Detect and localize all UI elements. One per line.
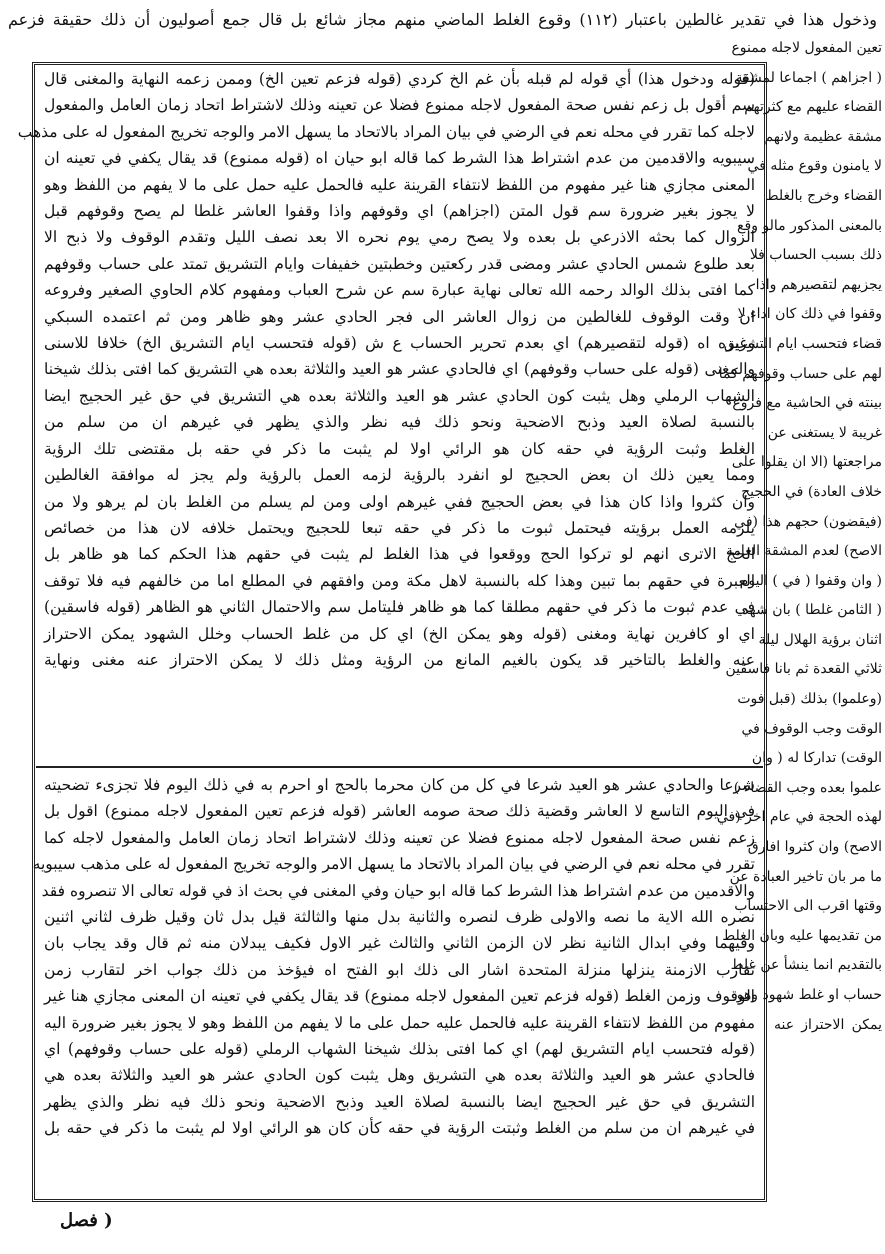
- margin-line: وقفوا في ذلك كان اداء لا: [737, 306, 882, 323]
- text-line: والمغنى (قوله على حساب وقوفهم) اي فالحادي عشر هو العيد والثلاثة بعده هي التشريق كما افتى بذلك شيخنا: [44, 360, 755, 379]
- margin-line: علموا بعده وجب القضاء ): [733, 779, 882, 796]
- margin-line: قضاء فتحسب ايام التشريق: [723, 335, 882, 352]
- text-line: المعنى مجازي هنا غير مفهوم من اللفظ لانتفاء القرينة عليه فالحمل عليه حمل على ما لا يفهم من اللفظ وهو: [44, 175, 755, 194]
- margin-line: بالتقديم انما ينشأ عن غلط: [730, 957, 882, 974]
- margin-line: لهذه الحجة في عام اخر (في: [716, 809, 882, 826]
- text-line: في غيرهم ان من سلم من الغلط وثبتت الرؤية في حقه كأن كان هو الرائي اولا لم يثبت ما ذكر في حقه بل: [44, 1119, 755, 1138]
- margin-line: يمكن الاحتراز عنه: [774, 1016, 882, 1033]
- margin-line: (وعلموا) بذلك (قبل فوت: [737, 691, 882, 708]
- text-line: بعد طلوع شمس الحادي عشر ومضى قدر ركعتين وخطبتين خفيفات وايام التشريق تمتد على حساب وقوفهم: [44, 254, 755, 273]
- margin-line: مراجعتها (الا ان يقلوا على: [731, 454, 882, 471]
- margin-line: الاصح) وان كثروا افارق: [747, 839, 882, 856]
- margin-line: الوقت) تداركا له ( وان: [751, 750, 882, 767]
- text-line: يلزمه العمل برؤيته فيحتمل ثبوت ما ذكر في حقه تبعا للحجيج ويحتمل خلافه لان هذا من خصائص: [44, 518, 755, 537]
- margin-line: القضاء عليهم مع كثرتهم: [744, 99, 882, 116]
- margin-line: الاصح) لعدم المشقة العامة: [725, 543, 882, 560]
- margin-line: بالمعنى المذكور مالو وقع: [737, 217, 882, 234]
- margin-text-column: [716, 34, 882, 1214]
- margin-line: ذلك بسبب الحساب فلا: [749, 247, 882, 264]
- text-line: ان وقت الوقوف للغالطين من زوال العاشر الى فجر الحادي عشر وهو ظاهر ومن ثم اعتمده السبكي: [44, 307, 755, 326]
- margin-line: ( اجزاهم ) اجماعا لمشقة: [735, 69, 882, 86]
- margin-line: القضاء وخرج بالغلط: [765, 187, 882, 204]
- margin-line: مشقة عظيمة ولانهم: [764, 128, 882, 145]
- margin-line: حساب او غلط شهود وهو: [736, 987, 882, 1003]
- text-line: التشريق في حق غير الحجيج ايضا بالنسبة لصلاة العيد وذبح الاضحية ونحو ذلك فيه نظر والذي يظهر: [44, 1092, 755, 1111]
- text-line: فالحادي عشر هو العيد والثلاثة بعده هي التشريق وهل يثبت كون الحادي عشر هو العيد والثلاثة بعده هي: [44, 1066, 755, 1085]
- text-line: كما افتى بذلك الوالد رحمه الله تعالى نهاية عبارة سم عن شرح العباب ومفهوم كلام الحاوي الصغير وفروعه: [44, 281, 755, 300]
- commentary-top-block: [17, 66, 763, 768]
- text-line: وفيهما وفي ابدال الثانية نظر لان الزمن الثاني والثالث غير الاول فكيف يبدلان منه ثم قال وقد يجاب بان: [44, 934, 755, 953]
- text-line: الوقوف وزمن الغلط (قوله فزعم تعين المفعول لاجله ممنوع) قد يقال يكفي في تعينه ان المعنى مجازي هنا غير: [44, 987, 755, 1006]
- margin-line: ثلاثي القعدة ثم بانا فاسقين: [725, 661, 882, 678]
- text-line: زعم نفس صحة المفعول لاجله ممنوع فضلا عن تعينه وذلك لاشتراط اتحاد زمان العامل والمفعول لاجله كما: [44, 828, 755, 847]
- margin-line: اثنان برؤية الهلال ليلة: [758, 631, 882, 648]
- text-line: الغلط وثبت الرؤية في حقه كان هو الرائي اولا لم يثبت ما ذكر في حقه بل مقتضى تلك الرؤية: [44, 439, 755, 458]
- margin-line: بينته في الحاشية مع فروع: [732, 395, 882, 412]
- margin-line: ( وان وقفوا ( في ) اليوم: [739, 572, 882, 589]
- margin-line: وقتها اقرب الى الاحتساب: [734, 898, 882, 915]
- catchword-footer: ( فصل: [60, 1210, 113, 1231]
- text-line: الزوال كما بحثه الاذرعي بل بعده ولا يصح رمي يوم نحره الا بعد نصف الليل وتقدم الوقوف ولا ذبح الا: [44, 228, 755, 247]
- text-line: الشهاب الرملي وهل يثبت كون الحادي عشر هو العيد والثلاثة بعده هي التشريق في حق غير الحجيج ايضا: [44, 386, 755, 405]
- text-line: سيبويه والاقدمين من عدم اشتراط هذا الشرط كما قاله ابو حيان اه (قوله ممنوع) قد يقال يكفي في تعينه ان: [44, 149, 755, 168]
- text-line: (قوله فتحسب ايام التشريق لهم) اي كما افتى بذلك شيخنا الشهاب الرملي (قوله على حساب وقوفهم) اي: [44, 1040, 755, 1059]
- text-line: (قوله ودخول هذا) أي قوله لم قبله بأن غم الخ كردي (قوله فزعم تعين الخ) وممن زعمه النهاية والمغنى قال: [44, 70, 755, 88]
- text-line: لا يجوز بغير ضرورة سم قول المتن (اجزاهم) اي وقوفهم واذا وقفوا العاشر غلطا لم يصح وقوفهم قبل: [44, 202, 755, 221]
- running-header: وذخول هذا في تقدير غالطين باعتبار (١١٢) وقوع الغلط الماضي منهم مجاز شائع بل قال جمع أصوليون أن ذلك حقيقة فزعم: [8, 10, 878, 29]
- text-line: شرعا والحادي عشر هو العيد شرعا في كل من كان محرما بالحج او احرم به في ذلك اليوم فلا تجزىء تضحيته: [44, 776, 755, 794]
- margin-line: تعين المفعول لاجله ممنوع: [731, 40, 882, 56]
- text-line: مفهوم من اللفظ لانتفاء القرينة عليه فالحمل عليه حمل على ما لا يفهم من اللفظ وهو لا يجوز بغير ضرورة اليه: [44, 1013, 755, 1032]
- text-line: وان كثروا واذا كان هذا في بعض الحجيج ففي غيرهم اولى ومن لم يسلم من الغلط بان لم يرهو ولا من: [44, 492, 755, 511]
- margin-line: ( الثامن غلطا ) بان شهد: [742, 602, 882, 619]
- text-line: العبرة في حقهم بما تبين وهذا كله بالنسبة لاهل مكة ومن وافقهم في المطلع اما من خالفهم فيه فلا توقف: [44, 571, 755, 590]
- margin-line: من تقديمها عليه وبان الغلط: [722, 927, 882, 944]
- text-line: في عدم ثبوت ما ذكر في حقهم مطلقا كما هو ظاهر فليتامل سم والاحتمال الثاني هو الظاهر (قوله فاسقين): [44, 598, 755, 617]
- margin-line: لهم على حساب وقوفهم كما: [718, 365, 882, 382]
- text-line: عنه والغلط بالتاخير قد يكون بالغيم المانع من الرؤية ومثل ذلك لا يمكن الاحتراز عنه مغنى ونهاية: [44, 650, 755, 669]
- text-line: الحج الاترى انهم لو تركوا الحج ووقعوا في هذا الغلط لم يثبت في حقهم هذا الحكم كما هو ظاهر بل: [44, 545, 755, 564]
- text-line: وغيره اه (قوله لتقصيرهم) اي بعدم تحرير الحساب ع ش (قوله فتحسب ايام التشريق الخ) خلافا للاسنى: [44, 334, 755, 353]
- margin-line: الوقت وجب الوقوف في: [741, 720, 882, 737]
- text-line: اي او كافرين نهاية ومغنى (قوله وهو يمكن الخ) اي كل من غلط الحساب وخلل الشهود يمكن الاحتراز: [44, 624, 755, 643]
- text-line: والاقدمين من عدم اشتراط هذا الشرط كما قاله ابو حيان وفي المغنى في بحث اذ في قوله تعالى الا تنصروه فقد: [41, 881, 755, 900]
- text-line: نصره الله الاية ما نصه والاولى ظرف لنصره والثانية بدل منها والثالثة قيل بدل ثان وقيل ظرف لثاني اثنين: [44, 908, 755, 927]
- margin-line: لا يامنون وقوع مثله في: [747, 158, 882, 175]
- margin-line: ما مر بان تاخير العبادة عن: [729, 868, 882, 885]
- text-line: تقرر في محله نعم في الرضي في بيان المراد بالاتحاد ما يسهل الامر والوجه تخريج المفعول له على مذهب سيبويه: [32, 855, 755, 874]
- text-line: سم أقول بل زعم نفس صحة المفعول لاجله ممنوع فضلا عن تعينه وذلك لاشتراط اتحاد زمان العامل والمفعول: [44, 96, 755, 115]
- commentary-bottom-block: [32, 772, 763, 1198]
- margin-line: غريبة لا يستغنى عن: [767, 424, 882, 441]
- margin-line: يجزيهم لتقصيرهم واذا: [755, 276, 882, 293]
- margin-line: خلاف العادة) في الحجيج: [741, 483, 882, 500]
- margin-line: (فيقضون) حجهم هذا (في: [734, 513, 882, 530]
- text-line: في اليوم التاسع لا العاشر وقضية ذلك صحة صومه العاشر (قوله فزعم تعين المفعول لاجله ممنوع) اقول بل: [44, 802, 755, 821]
- text-line: بالنسبة لصلاة العيد وذبح الاضحية ونحو ذلك فيه نظر والذي يظهر في غيرهم ان من سلم من: [44, 413, 755, 432]
- text-line: ومما يعين ذلك ان بعض الحجيج لو انفرد بالرؤية لزمه العمل بالرؤية ولم يجز له موافقة الغالطين: [44, 466, 755, 485]
- text-line: تقارب الازمنة ينزلها منزلة المتحدة اشار الى ذلك ابو الفتح اه فيؤخذ من ذلك جواب اخر لتقارب زمن: [44, 960, 755, 979]
- text-line: لاجله كما تقرر في محله نعم في الرضي في بيان المراد بالاتحاد ما يسهل الامر والوجه تخريج المفعول له على مذهب: [17, 122, 755, 141]
